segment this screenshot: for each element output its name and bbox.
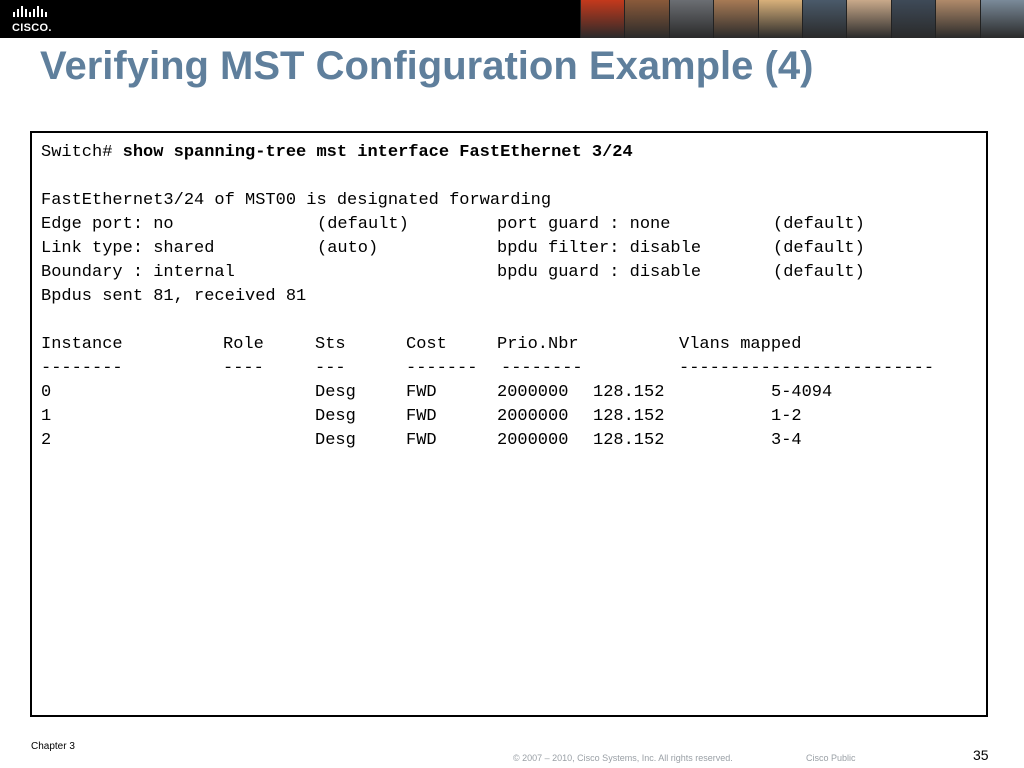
info-row	[41, 237, 865, 261]
prio-nbr-cell: 128.152	[593, 383, 665, 402]
cisco-logo	[10, 6, 60, 34]
cost-cell: 2000000	[497, 431, 569, 450]
header-photo	[891, 0, 935, 38]
instance-cell: 2	[41, 431, 52, 450]
info-cell: (default)	[773, 215, 865, 234]
separator: ----	[223, 359, 264, 378]
page-number: 35	[973, 747, 989, 763]
sts-cell: FWD	[406, 407, 437, 426]
header-bar	[0, 0, 1024, 38]
header-photo	[846, 0, 890, 38]
header-photo	[935, 0, 979, 38]
table-separator	[41, 357, 935, 381]
separator: -------------------------	[679, 359, 935, 378]
terminal-output	[30, 131, 988, 717]
instance-cell: 0	[41, 383, 52, 402]
footer-classification: Cisco Public	[806, 753, 856, 763]
command: show spanning-tree mst interface FastEthernet 3/24	[122, 143, 633, 162]
table-row	[41, 429, 802, 453]
column-header: Prio.Nbr	[497, 335, 579, 354]
info-cell: Boundary : internal	[41, 263, 235, 282]
info-cell: (auto)	[317, 239, 379, 258]
vlans-cell: 3-4	[771, 431, 802, 450]
footer-chapter: Chapter 3	[31, 741, 75, 752]
info-row	[41, 261, 865, 285]
info-cell: Edge port: no	[41, 215, 174, 234]
separator: --------	[501, 359, 583, 378]
sts-cell: FWD	[406, 383, 437, 402]
info-cell: (default)	[773, 239, 865, 258]
role-cell: Desg	[315, 431, 356, 450]
info-cell: Link type: shared	[41, 239, 215, 258]
slide-title: Verifying MST Configuration Example (4)	[40, 44, 814, 88]
prio-nbr-cell: 128.152	[593, 431, 665, 450]
separator: ---	[315, 359, 346, 378]
header-photo	[980, 0, 1024, 38]
footer-copyright: © 2007 – 2010, Cisco Systems, Inc. All rights reserved.	[513, 753, 733, 763]
info-cell: bpdu guard : disable	[497, 263, 702, 282]
info-cell: (default)	[317, 215, 409, 234]
sts-cell: FWD	[406, 431, 437, 450]
separator: --------	[41, 359, 123, 378]
column-header: Role	[223, 335, 264, 354]
role-cell: Desg	[315, 383, 356, 402]
column-header: Cost	[406, 335, 447, 354]
separator: -------	[406, 359, 478, 378]
logo-text: CISCO.	[12, 22, 52, 34]
table-row	[41, 405, 802, 429]
info-row	[41, 213, 865, 237]
header-photo	[669, 0, 713, 38]
header-photo	[713, 0, 757, 38]
table-row	[41, 381, 833, 405]
cisco-bridge-icon	[12, 6, 58, 20]
cost-cell: 2000000	[497, 407, 569, 426]
table-header	[41, 333, 802, 357]
prio-nbr-cell: 128.152	[593, 407, 665, 426]
bpdus-line: Bpdus sent 81, received 81	[41, 287, 307, 306]
blank-line	[41, 309, 633, 333]
header-photo	[580, 0, 624, 38]
column-header: Sts	[315, 335, 346, 354]
photo-strip	[580, 0, 1024, 38]
cost-cell: 2000000	[497, 383, 569, 402]
prompt: Switch#	[41, 143, 123, 162]
status-line: FastEthernet3/24 of MST00 is designated forwarding	[41, 191, 552, 210]
command-line	[41, 141, 633, 165]
info-cell: port guard : none	[497, 215, 671, 234]
column-header: Instance	[41, 335, 123, 354]
vlans-cell: 1-2	[771, 407, 802, 426]
vlans-cell: 5-4094	[771, 383, 833, 402]
header-photo	[758, 0, 802, 38]
header-photo	[802, 0, 846, 38]
column-header: Vlans mapped	[679, 335, 802, 354]
instance-cell: 1	[41, 407, 52, 426]
info-cell: (default)	[773, 263, 865, 282]
role-cell: Desg	[315, 407, 356, 426]
info-cell: bpdu filter: disable	[497, 239, 702, 258]
blank-line	[41, 165, 633, 189]
header-photo	[624, 0, 668, 38]
